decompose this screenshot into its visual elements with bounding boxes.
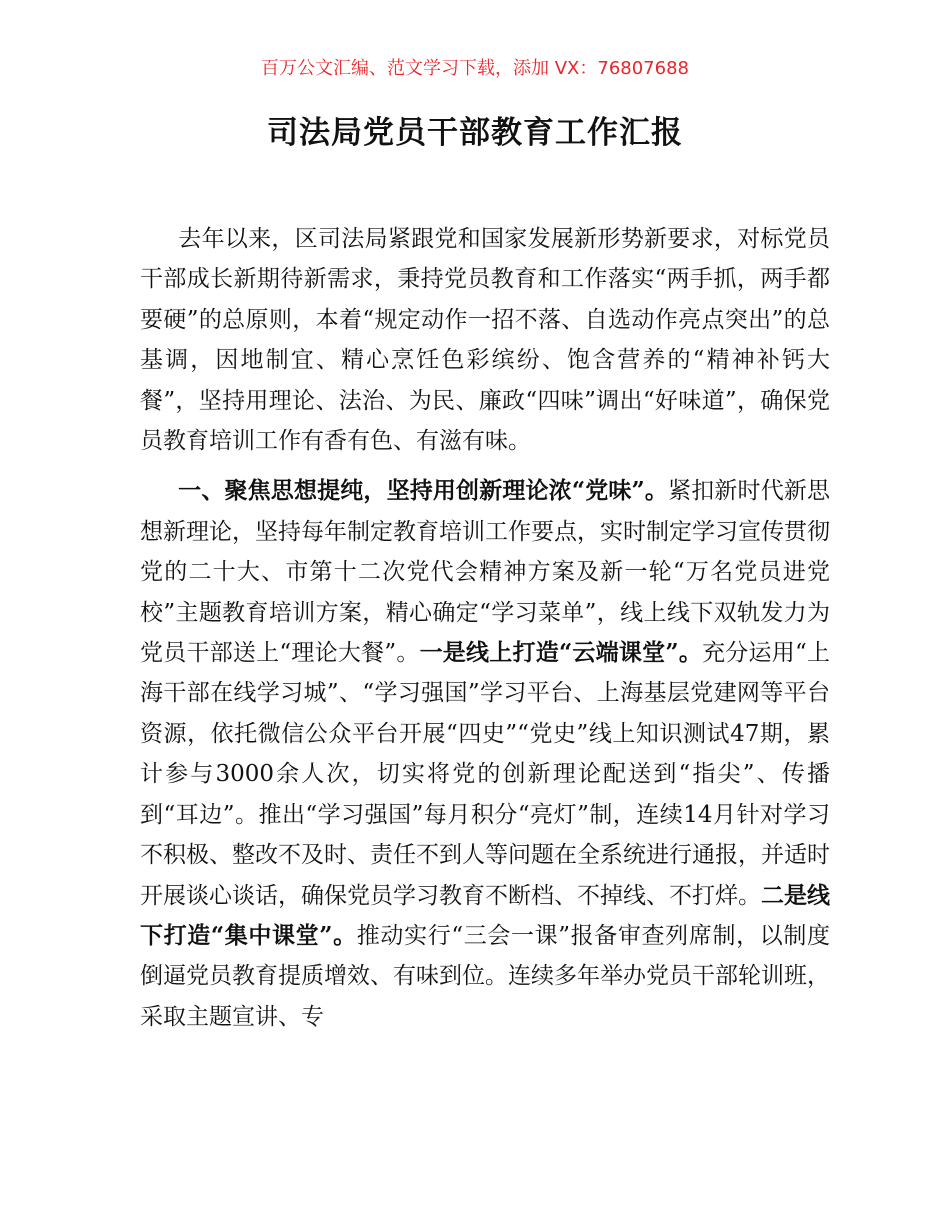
document-title: 司法局党员干部教育工作汇报 [267,115,683,151]
header-banner: 百万公文汇编、范文学习下载，添加 VX：76807688 [261,58,689,79]
subsection-2-heading: 二是线下打造“集中课堂”。 [140,881,830,949]
intro-paragraph [140,219,830,461]
intro-text: 去年以来，区司法局紧跟党和国家发展新形势新要求，对标党员干部成长新期待新需求，秉持党员教育和工作落实“两手抓，两手都要硬”的总原则，本着“规定动作一招不落、自选动作亮点突出”的总基调，因地制宜、精心烹饪色彩缤纷、饱含营养的“精神补钙大餐”，坚持用理论、法治、为民、廉政“四味”调出“好味道”，确保党员教育培训工作有香有色、有滋有味。 [140,226,830,455]
section-1-heading: 一、聚焦思想提纯，坚持用创新理论浓“党味”。 [178,477,669,505]
subsection-2-text: 推动实行“三会一课”报备审查列席制，以制度倒逼党员教育提质增效、有味到位。连续多年举办党员干部轮训班，采取主题宣讲、专 [140,922,830,1030]
document-body [140,219,830,1037]
subsection-1-text: 充分运用“上海干部在线学习城”、“学习强国”学习平台、上海基层党建网等平台资源，依托微信公众平台开展“四史”“党史”线上知识测试47期，累计参与3000余人次，切实将党的创新理论配送到“指尖”、传播到“耳边”。推出“学习强国”每月积分“亮灯”制，连续14月针对学习不积极、整改不及时、责任不到人等问题在全系统进行通报，并适时开展谈心谈话，确保党员学习教育不断档、不掉线、不打烊。 [140,640,830,909]
section-1-paragraph [140,471,830,1037]
section-1-text: 紧扣新时代新思想新理论，坚持每年制定教育培训工作要点，实时制定学习宣传贯彻党的二十大、市第十二次党代会精神方案及新一轮“万名党员进党校”主题教育培训方案，精心确定“学习菜单”，线上线下双轨发力为党员干部送上“理论大餐”。 [140,478,830,667]
subsection-1-heading: 一是线上打造“云端课堂”。 [419,639,703,667]
